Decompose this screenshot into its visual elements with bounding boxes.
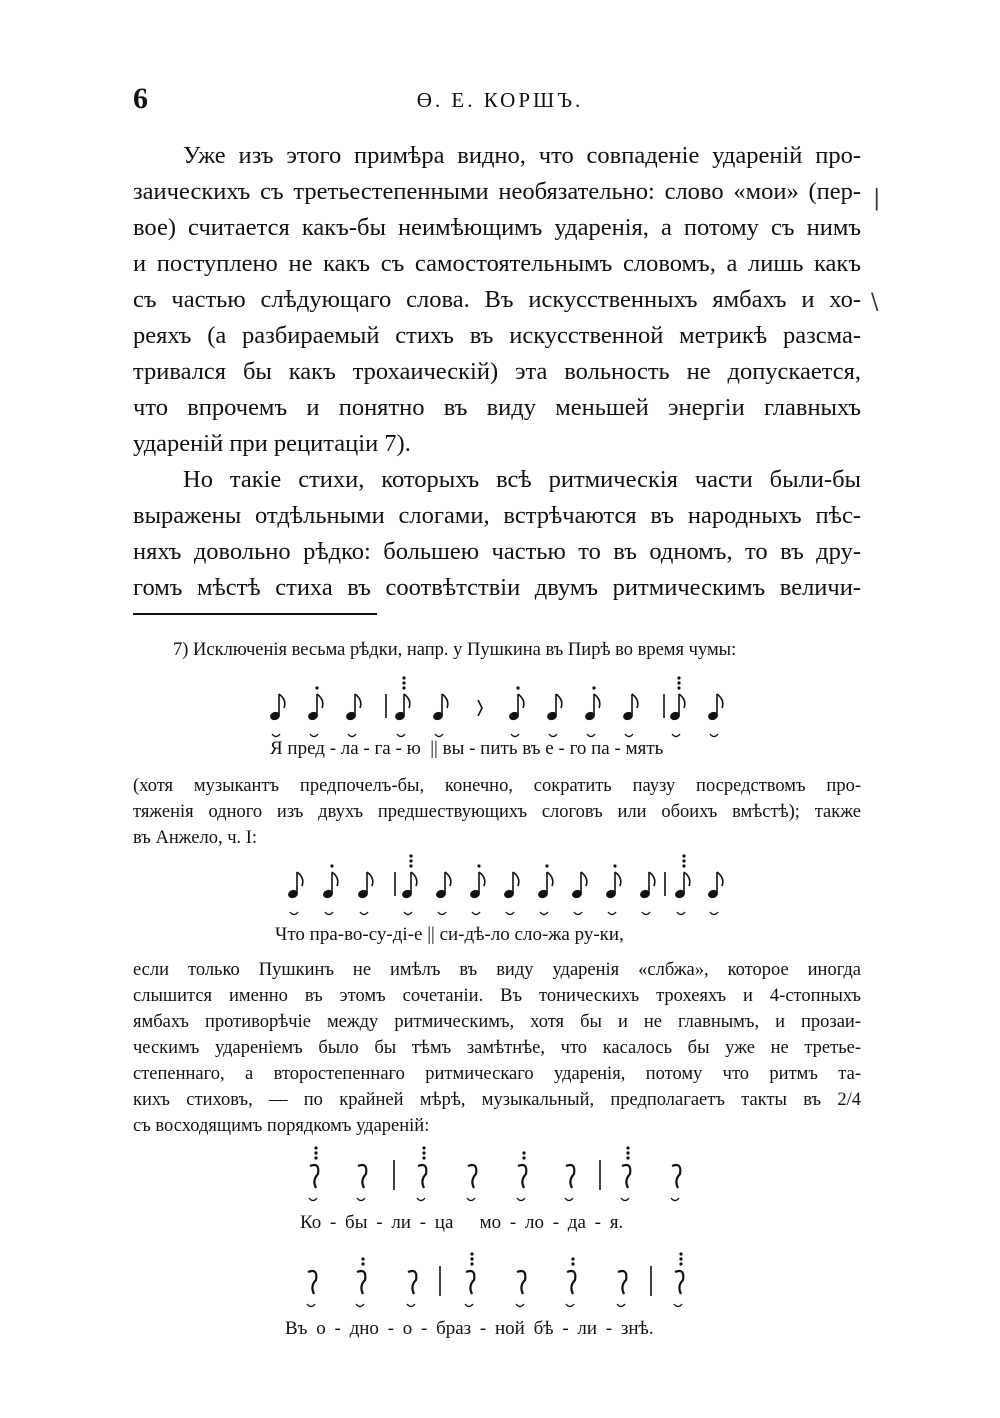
body-line: удареній при рецитаціи 7). — [133, 430, 411, 457]
breve-mark — [290, 912, 298, 915]
breve-mark — [356, 1304, 364, 1307]
accent-dot — [516, 686, 519, 689]
body-line: тривался бы какъ трохаическій) эта вольность не допускается, — [133, 358, 861, 385]
body-line: вое) считается какъ-бы неимѣющимъ ударенія, а потому съ нимъ — [133, 214, 861, 241]
note-flag — [479, 872, 485, 886]
note-flag — [556, 694, 562, 708]
example2-lyric: Что пра-во-су-ді-е || си-дѣ-ло сло-жа ру-ки, — [275, 924, 624, 945]
breve-mark — [642, 912, 650, 915]
accent-dot — [314, 1156, 317, 1159]
breve-mark — [467, 1198, 475, 1201]
breve-mark — [397, 734, 405, 737]
breve-mark — [404, 912, 412, 915]
note-symbol — [310, 1165, 318, 1188]
breve-mark — [566, 1304, 574, 1307]
accent-dot — [626, 1151, 629, 1154]
accent-dot — [361, 1257, 364, 1260]
note-symbol — [675, 1271, 683, 1294]
note-symbol — [308, 1271, 316, 1294]
accent-dot — [677, 676, 680, 679]
breve-mark — [407, 1304, 415, 1307]
accent-dot — [571, 1257, 574, 1260]
note-flag — [632, 694, 638, 708]
example4-lyric: Въ о - дно - о - браз - ной бѣ - ли - знѣ. — [285, 1318, 654, 1339]
note-flag — [594, 694, 600, 708]
note-symbol — [566, 1165, 574, 1188]
accent-dot — [402, 686, 405, 689]
note-flag — [679, 694, 685, 708]
footnote-line: ческимъ удареніемъ было бы тѣмъ замѣтнѣе, что касалось бы уже не третье- — [133, 1038, 861, 1058]
note-flag — [445, 872, 451, 886]
breve-mark — [357, 1198, 365, 1201]
note-flag — [279, 694, 285, 708]
body-line: и поступлено не какъ съ самостоятельнымъ словомъ, а лишь какъ — [133, 250, 861, 277]
footnote-line: (хотя музыкантъ предпочелъ-бы, конечно, сократить паузу посредствомъ про- — [133, 776, 861, 796]
breve-mark — [617, 1304, 625, 1307]
breve-mark — [540, 912, 548, 915]
accent-dot — [613, 864, 616, 867]
breve-mark — [348, 734, 356, 737]
footnote-line: кихъ стиховъ, — по крайней мѣрѣ, музыкальный, предполагаетъ такты въ 2/4 — [133, 1090, 861, 1110]
accent-dot — [422, 1151, 425, 1154]
note-flag — [411, 872, 417, 886]
note-symbol — [618, 1271, 626, 1294]
example3-lyric: Ко - бы - ли - ца мо - ло - да - я. — [300, 1212, 624, 1233]
accent-dot — [682, 859, 685, 862]
footnote-line: степеннаго, а второстепеннаго ритмическаго ударенія, потому что ритмъ та- — [133, 1064, 861, 1084]
note-symbol — [408, 1271, 416, 1294]
breve-mark — [587, 734, 595, 737]
breve-mark — [511, 734, 519, 737]
breve-mark — [710, 734, 718, 737]
accent-dot — [679, 1262, 682, 1265]
note-flag — [297, 872, 303, 886]
accent-dot — [330, 864, 333, 867]
accent-dot — [522, 1156, 525, 1159]
note-symbol — [518, 1165, 526, 1188]
accent-dot — [315, 686, 318, 689]
accent-dot — [682, 854, 685, 857]
breve-mark — [272, 734, 280, 737]
breve-mark — [672, 734, 680, 737]
breve-mark — [307, 1304, 315, 1307]
note-flag — [367, 872, 373, 886]
accent-dot — [477, 864, 480, 867]
breve-mark — [625, 734, 633, 737]
accent-dot — [626, 1146, 629, 1149]
note-flag — [717, 694, 723, 708]
body-line: Но такіе стихи, которыхъ всѣ ритмическія части были-бы — [183, 466, 861, 493]
breve-mark — [677, 912, 685, 915]
body-line: выражены отдѣльными слогами, встрѣчаются въ народныхъ пѣс- — [133, 502, 861, 529]
accent-dot — [545, 864, 548, 867]
accent-dot — [677, 686, 680, 689]
breve-mark — [574, 912, 582, 915]
note-flag — [518, 694, 524, 708]
note-flag — [442, 694, 448, 708]
accent-dot — [402, 681, 405, 684]
accent-dot — [470, 1262, 473, 1265]
breve-mark — [516, 1304, 524, 1307]
note-symbol — [418, 1165, 426, 1188]
note-flag — [355, 694, 361, 708]
accent-dot — [361, 1262, 364, 1265]
accent-dot — [409, 859, 412, 862]
body-line: няхъ довольно рѣдко: большею частью то въ одномъ, то въ дру- — [133, 538, 861, 565]
note-flag — [547, 872, 553, 886]
accent-dot — [409, 854, 412, 857]
body-line: что впрочемъ и понятно въ виду меньшей энергіи главныхъ — [133, 394, 861, 421]
breve-mark — [465, 1304, 473, 1307]
footnote-line: если только Пушкинъ не имѣлъ въ виду ударенія «слбжа», которое иногда — [133, 960, 861, 980]
note-symbol — [468, 1165, 476, 1188]
note-symbol — [466, 1271, 474, 1294]
accent-dot — [682, 864, 685, 867]
body-line: реяхъ (а разбираемый стихъ въ искусственной метрикѣ разсма- — [133, 322, 861, 349]
note-flag — [317, 694, 323, 708]
accent-dot — [422, 1156, 425, 1159]
note-symbol — [517, 1271, 525, 1294]
running-title: Ө. Е. КОРШЪ. — [416, 88, 584, 112]
body-line: гомъ мѣстѣ стиха въ соотвѣтствіи двумъ ритмическимъ величи- — [133, 574, 861, 601]
accent-dot — [522, 1151, 525, 1154]
footnote-line: съ восходящимъ порядкомъ удареній: — [133, 1116, 430, 1136]
footnote-line: въ Анжело, ч. I: — [133, 828, 258, 848]
accent-dot — [571, 1262, 574, 1265]
accent-dot — [592, 686, 595, 689]
footnote-line: ямбахъ противорѣчіе между ритмическимъ, хотя бы и не главнымъ, и прозаи- — [133, 1012, 861, 1032]
footnote-intro: 7) Исключенія весьма рѣдки, напр. у Пушкина въ Пирѣ во время чумы: — [173, 640, 737, 660]
note-flag — [332, 872, 338, 886]
note-flag — [513, 872, 519, 886]
body-line: заическихъ съ третьестепенными необязательно: слово «мои» (пер- — [133, 178, 861, 205]
breve-mark — [549, 734, 557, 737]
note-symbol — [357, 1271, 365, 1294]
breve-mark — [608, 912, 616, 915]
breve-mark — [438, 912, 446, 915]
accent-dot — [470, 1252, 473, 1255]
body-line: Уже изъ этого примѣра видно, что совпаденіе удареній про- — [183, 142, 861, 169]
breve-mark — [621, 1198, 629, 1201]
margin-mark: \ — [871, 290, 879, 315]
accent-dot — [626, 1156, 629, 1159]
note-symbol — [622, 1165, 630, 1188]
note-flag — [684, 872, 690, 886]
note-symbol — [672, 1165, 680, 1188]
accent-dot — [470, 1257, 473, 1260]
note-symbol — [358, 1165, 366, 1188]
breve-mark — [671, 1198, 679, 1201]
accent-dot — [409, 864, 412, 867]
breve-mark — [472, 912, 480, 915]
breve-mark — [517, 1198, 525, 1201]
breve-mark — [506, 912, 514, 915]
breve-mark — [674, 1304, 682, 1307]
breve-mark — [325, 912, 333, 915]
page-number: 6 — [133, 82, 148, 115]
breve-mark — [435, 734, 443, 737]
breve-mark — [710, 912, 718, 915]
breve-mark — [360, 912, 368, 915]
accent-dot — [422, 1146, 425, 1149]
body-line: съ частью слѣдующаго слова. Въ искусственныхъ ямбахъ и хо- — [133, 286, 861, 313]
accent-dot — [402, 676, 405, 679]
breve-mark — [565, 1198, 573, 1201]
note-flag — [404, 694, 410, 708]
footnote-line: слышится именно въ этомъ сочетаніи. Въ тоническихъ трохеяхъ и 4-стопныхъ — [133, 986, 861, 1006]
accent-dot — [314, 1146, 317, 1149]
margin-mark: | — [873, 186, 881, 211]
note-symbol — [567, 1271, 575, 1294]
footnote-line: тяженія одного изъ двухъ предшествующихъ слоговъ или обоихъ вмѣстѣ); также — [133, 802, 861, 822]
note-flag — [649, 872, 655, 886]
accent-dot — [314, 1151, 317, 1154]
note-flag — [581, 872, 587, 886]
accent-dot — [677, 681, 680, 684]
example1-lyric: Я пред - ла - га - ю || вы - пить въ е - го па - мять — [270, 738, 664, 759]
note-flag — [717, 872, 723, 886]
rest-symbol — [478, 700, 482, 716]
breve-mark — [310, 734, 318, 737]
accent-dot — [679, 1252, 682, 1255]
note-flag — [615, 872, 621, 886]
breve-mark — [417, 1198, 425, 1201]
breve-mark — [309, 1198, 317, 1201]
accent-dot — [679, 1257, 682, 1260]
